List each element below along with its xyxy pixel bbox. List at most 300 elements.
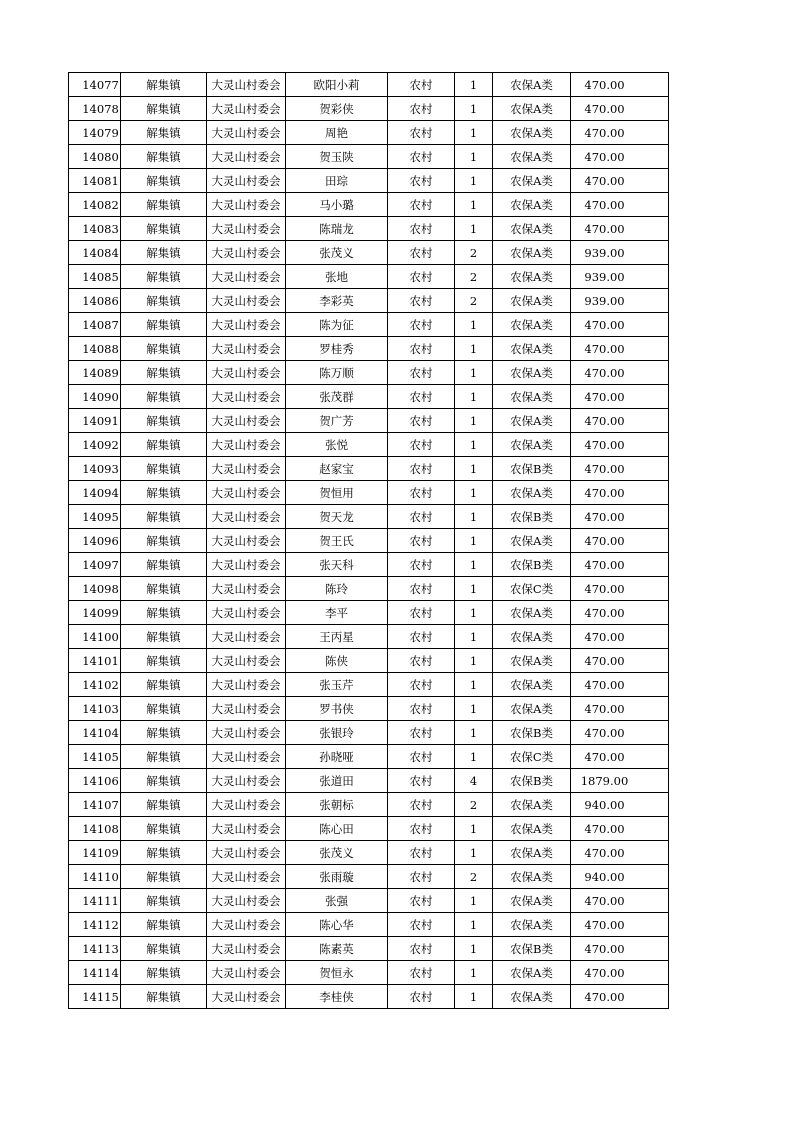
town-cell: 解集镇 [121, 961, 207, 985]
village-cell: 大灵山村委会 [207, 265, 286, 289]
town-cell: 解集镇 [121, 313, 207, 337]
amount-cell: 470.00 [571, 337, 669, 361]
record-id: 14080 [69, 145, 121, 169]
household-type-cell: 农村 [388, 289, 455, 313]
name-cell: 李平 [286, 601, 388, 625]
insurance-category-cell: 农保A类 [493, 961, 571, 985]
town-cell: 解集镇 [121, 409, 207, 433]
member-count-cell: 1 [455, 937, 493, 961]
table-row [69, 889, 669, 913]
record-id: 14099 [69, 601, 121, 625]
household-type-cell: 农村 [388, 721, 455, 745]
amount-cell: 470.00 [571, 721, 669, 745]
insurance-category-cell: 农保C类 [493, 577, 571, 601]
name-cell: 贺彩侠 [286, 97, 388, 121]
amount-cell: 1879.00 [571, 769, 669, 793]
name-cell: 陈瑞龙 [286, 217, 388, 241]
table-row [69, 673, 669, 697]
town-cell: 解集镇 [121, 385, 207, 409]
member-count-cell: 1 [455, 529, 493, 553]
household-type-cell: 农村 [388, 841, 455, 865]
village-cell: 大灵山村委会 [207, 457, 286, 481]
table-row [69, 241, 669, 265]
member-count-cell: 1 [455, 169, 493, 193]
insurance-category-cell: 农保A类 [493, 673, 571, 697]
name-cell: 罗书侠 [286, 697, 388, 721]
record-id: 14102 [69, 673, 121, 697]
town-cell: 解集镇 [121, 265, 207, 289]
household-type-cell: 农村 [388, 337, 455, 361]
village-cell: 大灵山村委会 [207, 289, 286, 313]
village-cell: 大灵山村委会 [207, 73, 286, 97]
member-count-cell: 1 [455, 385, 493, 409]
member-count-cell: 1 [455, 697, 493, 721]
household-type-cell: 农村 [388, 913, 455, 937]
village-cell: 大灵山村委会 [207, 673, 286, 697]
name-cell: 罗桂秀 [286, 337, 388, 361]
record-id: 14079 [69, 121, 121, 145]
town-cell: 解集镇 [121, 217, 207, 241]
village-cell: 大灵山村委会 [207, 841, 286, 865]
household-type-cell: 农村 [388, 121, 455, 145]
table-row [69, 649, 669, 673]
village-cell: 大灵山村委会 [207, 217, 286, 241]
town-cell: 解集镇 [121, 817, 207, 841]
amount-cell: 470.00 [571, 97, 669, 121]
record-id: 14098 [69, 577, 121, 601]
table-row [69, 961, 669, 985]
village-cell: 大灵山村委会 [207, 625, 286, 649]
village-cell: 大灵山村委会 [207, 169, 286, 193]
table-row [69, 289, 669, 313]
village-cell: 大灵山村委会 [207, 865, 286, 889]
town-cell: 解集镇 [121, 601, 207, 625]
name-cell: 李彩英 [286, 289, 388, 313]
name-cell: 贺天龙 [286, 505, 388, 529]
table-row [69, 169, 669, 193]
member-count-cell: 2 [455, 265, 493, 289]
record-id: 14095 [69, 505, 121, 529]
village-cell: 大灵山村委会 [207, 193, 286, 217]
village-cell: 大灵山村委会 [207, 121, 286, 145]
village-cell: 大灵山村委会 [207, 505, 286, 529]
insurance-category-cell: 农保A类 [493, 841, 571, 865]
name-cell: 欧阳小莉 [286, 73, 388, 97]
member-count-cell: 1 [455, 841, 493, 865]
record-id: 14090 [69, 385, 121, 409]
household-type-cell: 农村 [388, 673, 455, 697]
member-count-cell: 1 [455, 457, 493, 481]
name-cell: 陈素英 [286, 937, 388, 961]
record-id: 14112 [69, 913, 121, 937]
village-cell: 大灵山村委会 [207, 817, 286, 841]
amount-cell: 470.00 [571, 145, 669, 169]
record-id: 14081 [69, 169, 121, 193]
name-cell: 张茂义 [286, 841, 388, 865]
record-id: 14115 [69, 985, 121, 1009]
member-count-cell: 1 [455, 505, 493, 529]
record-id: 14093 [69, 457, 121, 481]
insurance-category-cell: 农保A类 [493, 193, 571, 217]
town-cell: 解集镇 [121, 841, 207, 865]
record-id: 14077 [69, 73, 121, 97]
name-cell: 张雨璇 [286, 865, 388, 889]
record-id: 14082 [69, 193, 121, 217]
amount-cell: 470.00 [571, 481, 669, 505]
table-row [69, 553, 669, 577]
town-cell: 解集镇 [121, 97, 207, 121]
village-cell: 大灵山村委会 [207, 361, 286, 385]
amount-cell: 940.00 [571, 865, 669, 889]
town-cell: 解集镇 [121, 481, 207, 505]
insurance-category-cell: 农保A类 [493, 361, 571, 385]
household-type-cell: 农村 [388, 649, 455, 673]
village-cell: 大灵山村委会 [207, 889, 286, 913]
name-cell: 贺恒用 [286, 481, 388, 505]
insurance-category-cell: 农保A类 [493, 385, 571, 409]
town-cell: 解集镇 [121, 793, 207, 817]
town-cell: 解集镇 [121, 169, 207, 193]
village-cell: 大灵山村委会 [207, 721, 286, 745]
village-cell: 大灵山村委会 [207, 937, 286, 961]
household-type-cell: 农村 [388, 865, 455, 889]
household-type-cell: 农村 [388, 409, 455, 433]
village-cell: 大灵山村委会 [207, 409, 286, 433]
record-id: 14110 [69, 865, 121, 889]
town-cell: 解集镇 [121, 241, 207, 265]
member-count-cell: 2 [455, 241, 493, 265]
amount-cell: 939.00 [571, 241, 669, 265]
village-cell: 大灵山村委会 [207, 553, 286, 577]
member-count-cell: 1 [455, 409, 493, 433]
household-type-cell: 农村 [388, 73, 455, 97]
amount-cell: 470.00 [571, 553, 669, 577]
amount-cell: 470.00 [571, 697, 669, 721]
member-count-cell: 1 [455, 217, 493, 241]
member-count-cell: 1 [455, 73, 493, 97]
member-count-cell: 1 [455, 577, 493, 601]
insurance-category-cell: 农保B类 [493, 769, 571, 793]
insurance-category-cell: 农保A类 [493, 145, 571, 169]
name-cell: 王丙星 [286, 625, 388, 649]
member-count-cell: 1 [455, 553, 493, 577]
insurance-category-cell: 农保B类 [493, 937, 571, 961]
town-cell: 解集镇 [121, 73, 207, 97]
record-id: 14109 [69, 841, 121, 865]
member-count-cell: 1 [455, 817, 493, 841]
name-cell: 陈侠 [286, 649, 388, 673]
name-cell: 贺广芳 [286, 409, 388, 433]
village-cell: 大灵山村委会 [207, 481, 286, 505]
member-count-cell: 2 [455, 793, 493, 817]
amount-cell: 470.00 [571, 601, 669, 625]
name-cell: 贺王氏 [286, 529, 388, 553]
name-cell: 张悦 [286, 433, 388, 457]
town-cell: 解集镇 [121, 673, 207, 697]
table-row [69, 793, 669, 817]
record-id: 14089 [69, 361, 121, 385]
table-row [69, 73, 669, 97]
name-cell: 周艳 [286, 121, 388, 145]
town-cell: 解集镇 [121, 769, 207, 793]
village-cell: 大灵山村委会 [207, 769, 286, 793]
amount-cell: 940.00 [571, 793, 669, 817]
insurance-category-cell: 农保A类 [493, 697, 571, 721]
village-cell: 大灵山村委会 [207, 985, 286, 1009]
town-cell: 解集镇 [121, 649, 207, 673]
household-type-cell: 农村 [388, 769, 455, 793]
record-id: 14108 [69, 817, 121, 841]
record-id: 14111 [69, 889, 121, 913]
village-cell: 大灵山村委会 [207, 961, 286, 985]
town-cell: 解集镇 [121, 529, 207, 553]
amount-cell: 470.00 [571, 913, 669, 937]
record-id: 14083 [69, 217, 121, 241]
amount-cell: 470.00 [571, 529, 669, 553]
household-type-cell: 农村 [388, 577, 455, 601]
table-row [69, 97, 669, 121]
table-row [69, 601, 669, 625]
member-count-cell: 1 [455, 121, 493, 145]
member-count-cell: 2 [455, 289, 493, 313]
record-id: 14103 [69, 697, 121, 721]
records-table-body [69, 73, 669, 1009]
name-cell: 陈万顺 [286, 361, 388, 385]
name-cell: 孙晓哑 [286, 745, 388, 769]
member-count-cell: 1 [455, 601, 493, 625]
village-cell: 大灵山村委会 [207, 913, 286, 937]
amount-cell: 470.00 [571, 745, 669, 769]
record-id: 14078 [69, 97, 121, 121]
name-cell: 张茂群 [286, 385, 388, 409]
name-cell: 张道田 [286, 769, 388, 793]
insurance-category-cell: 农保A类 [493, 433, 571, 457]
member-count-cell: 1 [455, 337, 493, 361]
household-type-cell: 农村 [388, 937, 455, 961]
household-type-cell: 农村 [388, 745, 455, 769]
amount-cell: 470.00 [571, 361, 669, 385]
table-row [69, 337, 669, 361]
amount-cell: 470.00 [571, 649, 669, 673]
household-type-cell: 农村 [388, 457, 455, 481]
town-cell: 解集镇 [121, 289, 207, 313]
village-cell: 大灵山村委会 [207, 649, 286, 673]
insurance-category-cell: 农保A类 [493, 865, 571, 889]
insurance-category-cell: 农保A类 [493, 481, 571, 505]
member-count-cell: 1 [455, 625, 493, 649]
insurance-category-cell: 农保A类 [493, 601, 571, 625]
household-type-cell: 农村 [388, 385, 455, 409]
household-type-cell: 农村 [388, 529, 455, 553]
village-cell: 大灵山村委会 [207, 433, 286, 457]
insurance-category-cell: 农保A类 [493, 793, 571, 817]
insurance-category-cell: 农保A类 [493, 409, 571, 433]
table-row [69, 529, 669, 553]
member-count-cell: 1 [455, 745, 493, 769]
town-cell: 解集镇 [121, 577, 207, 601]
table-row [69, 625, 669, 649]
amount-cell: 470.00 [571, 409, 669, 433]
household-type-cell: 农村 [388, 265, 455, 289]
town-cell: 解集镇 [121, 913, 207, 937]
member-count-cell: 1 [455, 673, 493, 697]
member-count-cell: 1 [455, 913, 493, 937]
record-id: 14085 [69, 265, 121, 289]
record-id: 14096 [69, 529, 121, 553]
table-row [69, 481, 669, 505]
village-cell: 大灵山村委会 [207, 745, 286, 769]
member-count-cell: 1 [455, 961, 493, 985]
table-row [69, 985, 669, 1009]
name-cell: 陈为征 [286, 313, 388, 337]
town-cell: 解集镇 [121, 937, 207, 961]
record-id: 14101 [69, 649, 121, 673]
table-row [69, 217, 669, 241]
insurance-category-cell: 农保A类 [493, 265, 571, 289]
insurance-category-cell: 农保A类 [493, 73, 571, 97]
insurance-category-cell: 农保B类 [493, 553, 571, 577]
household-type-cell: 农村 [388, 97, 455, 121]
amount-cell: 470.00 [571, 457, 669, 481]
amount-cell: 470.00 [571, 505, 669, 529]
name-cell: 张朝标 [286, 793, 388, 817]
record-id: 14107 [69, 793, 121, 817]
record-id: 14084 [69, 241, 121, 265]
table-row [69, 409, 669, 433]
table-row [69, 817, 669, 841]
amount-cell: 470.00 [571, 817, 669, 841]
town-cell: 解集镇 [121, 145, 207, 169]
household-type-cell: 农村 [388, 985, 455, 1009]
village-cell: 大灵山村委会 [207, 337, 286, 361]
insurance-category-cell: 农保A类 [493, 97, 571, 121]
member-count-cell: 1 [455, 97, 493, 121]
name-cell: 贺恒永 [286, 961, 388, 985]
village-cell: 大灵山村委会 [207, 97, 286, 121]
household-type-cell: 农村 [388, 553, 455, 577]
record-id: 14087 [69, 313, 121, 337]
insurance-category-cell: 农保A类 [493, 529, 571, 553]
table-row [69, 769, 669, 793]
village-cell: 大灵山村委会 [207, 577, 286, 601]
table-row [69, 433, 669, 457]
member-count-cell: 1 [455, 433, 493, 457]
amount-cell: 470.00 [571, 577, 669, 601]
amount-cell: 470.00 [571, 889, 669, 913]
insurance-category-cell: 农保A类 [493, 985, 571, 1009]
member-count-cell: 1 [455, 193, 493, 217]
insurance-category-cell: 农保B类 [493, 721, 571, 745]
village-cell: 大灵山村委会 [207, 313, 286, 337]
amount-cell: 470.00 [571, 841, 669, 865]
table-row [69, 745, 669, 769]
town-cell: 解集镇 [121, 433, 207, 457]
record-id: 14086 [69, 289, 121, 313]
insurance-category-cell: 农保B类 [493, 457, 571, 481]
household-type-cell: 农村 [388, 481, 455, 505]
table-row [69, 721, 669, 745]
household-type-cell: 农村 [388, 625, 455, 649]
household-type-cell: 农村 [388, 145, 455, 169]
table-row [69, 121, 669, 145]
name-cell: 田琮 [286, 169, 388, 193]
name-cell: 赵家宝 [286, 457, 388, 481]
insurance-category-cell: 农保A类 [493, 913, 571, 937]
table-row [69, 865, 669, 889]
table-row [69, 193, 669, 217]
record-id: 14094 [69, 481, 121, 505]
table-row [69, 145, 669, 169]
table-row [69, 577, 669, 601]
record-id: 14092 [69, 433, 121, 457]
household-type-cell: 农村 [388, 313, 455, 337]
household-type-cell: 农村 [388, 697, 455, 721]
village-cell: 大灵山村委会 [207, 145, 286, 169]
town-cell: 解集镇 [121, 745, 207, 769]
name-cell: 张茂义 [286, 241, 388, 265]
member-count-cell: 1 [455, 889, 493, 913]
record-id: 14105 [69, 745, 121, 769]
household-type-cell: 农村 [388, 217, 455, 241]
household-type-cell: 农村 [388, 505, 455, 529]
name-cell: 陈心田 [286, 817, 388, 841]
household-type-cell: 农村 [388, 793, 455, 817]
name-cell: 李桂侠 [286, 985, 388, 1009]
insurance-category-cell: 农保A类 [493, 121, 571, 145]
town-cell: 解集镇 [121, 121, 207, 145]
insurance-category-cell: 农保C类 [493, 745, 571, 769]
record-id: 14114 [69, 961, 121, 985]
name-cell: 张银玲 [286, 721, 388, 745]
insurance-category-cell: 农保A类 [493, 313, 571, 337]
town-cell: 解集镇 [121, 553, 207, 577]
amount-cell: 939.00 [571, 289, 669, 313]
household-type-cell: 农村 [388, 169, 455, 193]
amount-cell: 470.00 [571, 937, 669, 961]
table-row [69, 385, 669, 409]
village-cell: 大灵山村委会 [207, 697, 286, 721]
village-cell: 大灵山村委会 [207, 793, 286, 817]
town-cell: 解集镇 [121, 193, 207, 217]
amount-cell: 470.00 [571, 433, 669, 457]
household-type-cell: 农村 [388, 817, 455, 841]
table-row [69, 937, 669, 961]
household-type-cell: 农村 [388, 961, 455, 985]
town-cell: 解集镇 [121, 337, 207, 361]
name-cell: 马小璐 [286, 193, 388, 217]
amount-cell: 470.00 [571, 169, 669, 193]
insurance-category-cell: 农保A类 [493, 241, 571, 265]
name-cell: 贺玉陕 [286, 145, 388, 169]
member-count-cell: 1 [455, 985, 493, 1009]
amount-cell: 470.00 [571, 673, 669, 697]
member-count-cell: 1 [455, 145, 493, 169]
amount-cell: 470.00 [571, 73, 669, 97]
insurance-category-cell: 农保A类 [493, 649, 571, 673]
insurance-category-cell: 农保A类 [493, 337, 571, 361]
member-count-cell: 2 [455, 865, 493, 889]
record-id: 14113 [69, 937, 121, 961]
table-row [69, 697, 669, 721]
insurance-category-cell: 农保A类 [493, 169, 571, 193]
amount-cell: 939.00 [571, 265, 669, 289]
amount-cell: 470.00 [571, 217, 669, 241]
insurance-category-cell: 农保A类 [493, 625, 571, 649]
table-row [69, 913, 669, 937]
village-cell: 大灵山村委会 [207, 601, 286, 625]
village-cell: 大灵山村委会 [207, 241, 286, 265]
town-cell: 解集镇 [121, 865, 207, 889]
